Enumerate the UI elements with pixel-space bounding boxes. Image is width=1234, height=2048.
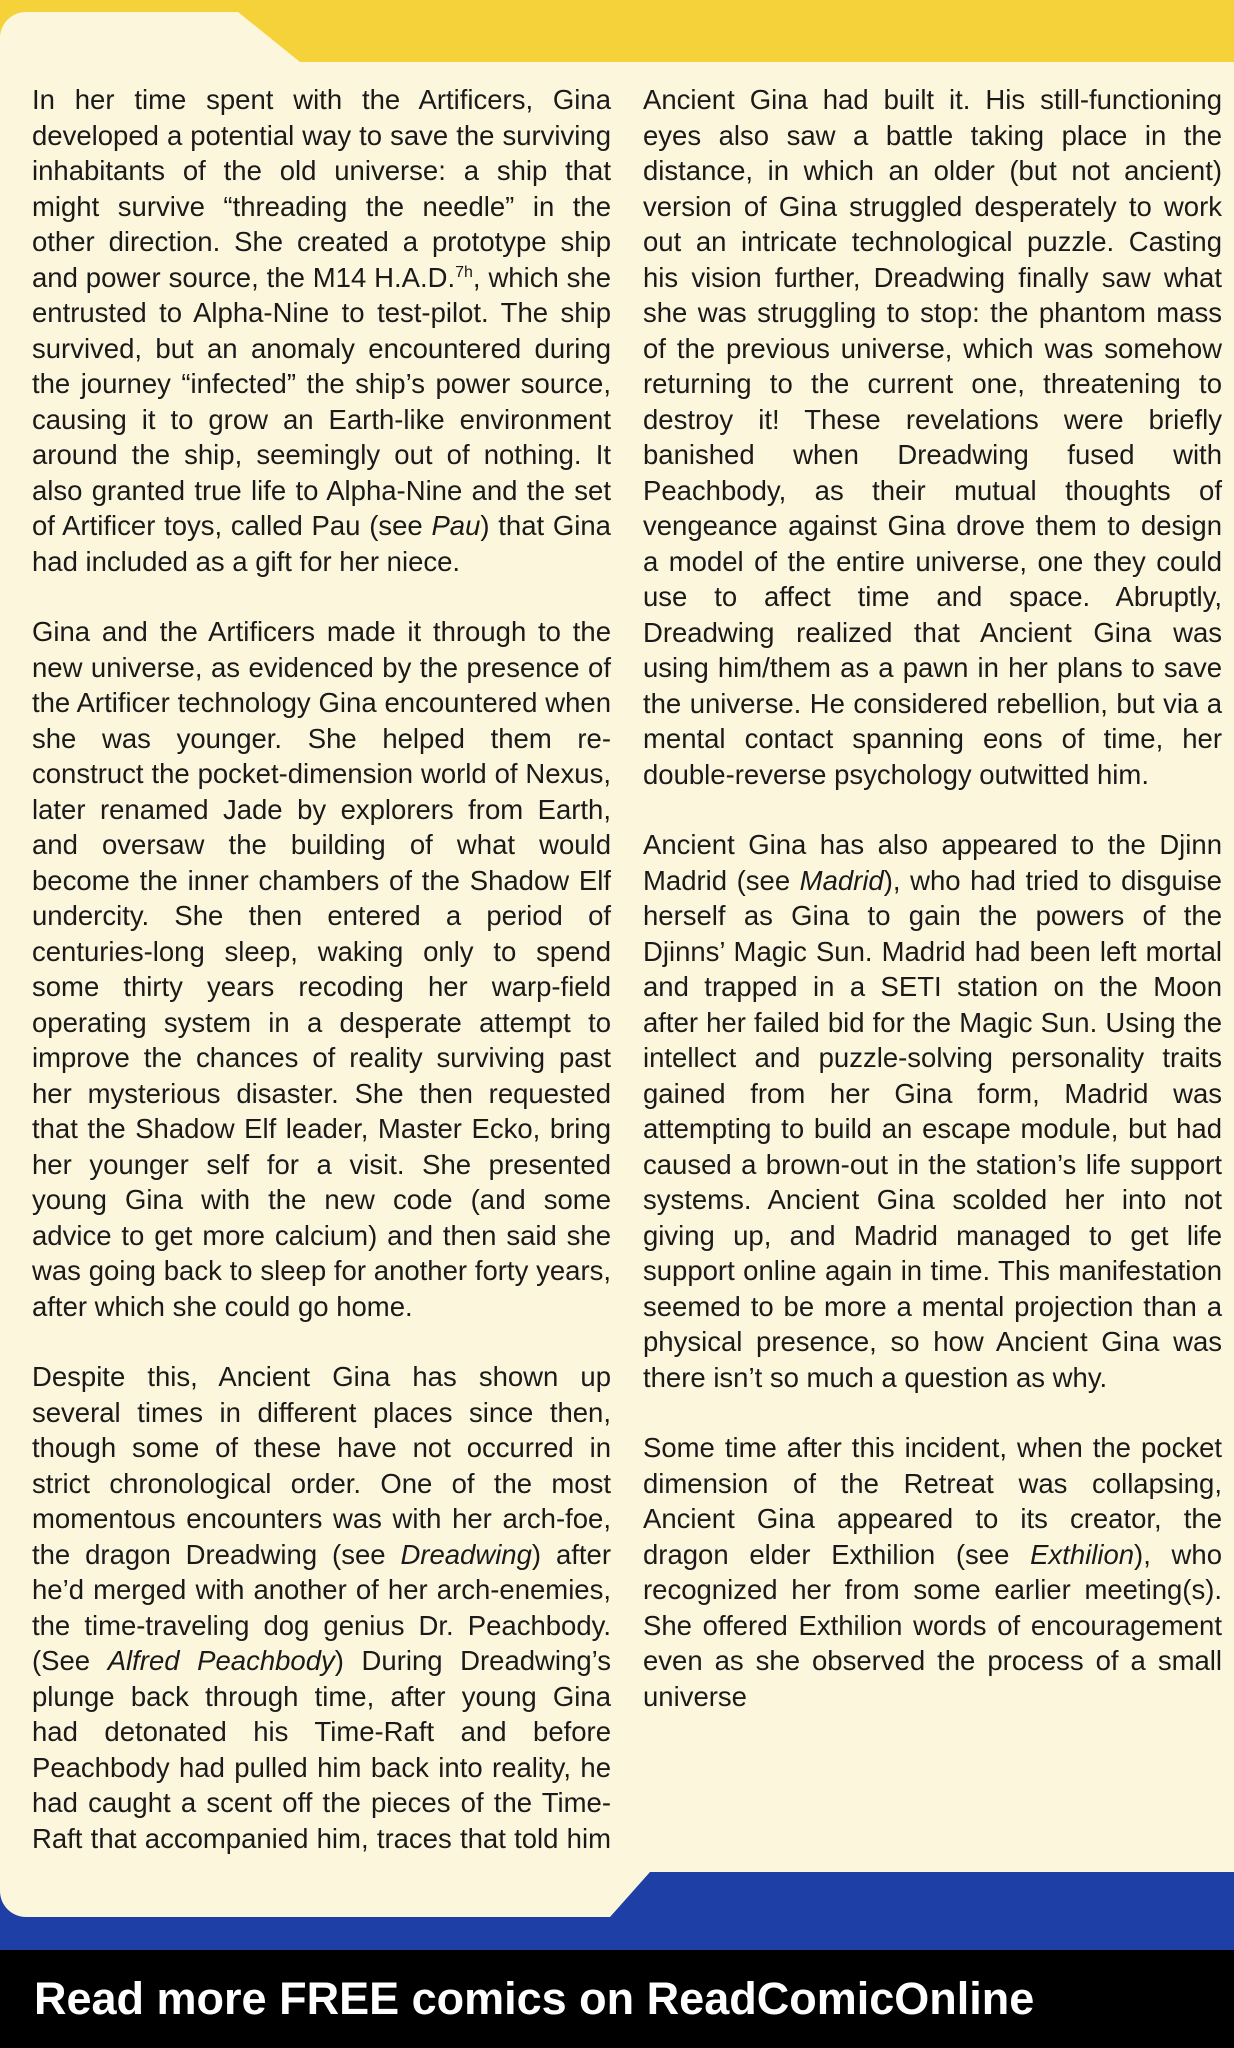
text-run: ) after he’d merged with another of her arch-enemies, the time-traveling dog genius Dr. Peachbody. (See — [32, 1538, 611, 1676]
superscript: 7h — [455, 263, 473, 281]
paragraph-1 — [32, 82, 611, 579]
text-run: ), who had tried to disguise herself as Gina to gain the powers of the Djinns’ Magic Sun. Madrid had been left mortal and trapped in a SETI station on the Moon after her failed bid for the Magic Sun. Using the intellect and puzzle-solving personality traits gained from her Gina form, Madrid was attempting to build an escape module, but had caused a brown-out in the station’s life support systems. Ancient Gina scolded her into not giving up, and Madrid managed to get life support online again in time. This manifestation seemed to be more a mental projection than a physical presence, so how Ancient Gina was there isn’t so much a question as why. — [643, 864, 1222, 1393]
text-run: Some time after this incident, when the pocket dimension of the Retreat was collapsing, Ancient Gina appeared to its creator, the dragon elder Exthilion (see — [643, 1432, 1222, 1570]
cross-reference: Pau — [431, 510, 481, 541]
cross-reference: Alfred Peachbody — [107, 1645, 335, 1676]
text-run: In her time spent with the Artificers, Gina developed a potential way to save the surviving inhabitants of the old universe: a ship that might survive “threading the needle” in the other direction. She created a prototype ship and power source, the M14 H.A.D. — [32, 84, 611, 293]
paragraph-4 — [643, 827, 1222, 1395]
text-run: ), who recognized her from some earlier meeting(s). She offered Exthilion words of encouragement even as she observed the process of a small universe — [643, 1538, 1223, 1712]
text-run: ) During Dreadwing’s plunge back through time, after young Gina had detonated his Time-Raft and before Peachbody had pulled him back into reality, he had caught a scent off the pieces of the Time-Raft that accompanied him, traces that told him Ancient Gina had built it. His still-functioning eyes also saw a battle taking place in the distance, in which an older (but not ancient) version of Gina struggled desperately to work out an intricate technological puzzle. Casting his vision further, Dreadwing finally saw what she was struggling to stop: the phantom mass of the previous universe, which was somehow returning to the current one, threatening to destroy it! These revelations were briefly banished when Dreadwing fused with Peachbody, as their mutual thoughts of vengeance against Gina drove them to design a model of the entire universe, one they could use to affect time and space. Abruptly, Dreadwing realized that Ancient Gina was using him/them as a pawn in her plans to save the universe. He considered rebellion, but via a mental contact spanning eons of time, her double-reverse psychology outwitted him. — [32, 84, 1222, 1854]
text-run: ) that Gina had included as a gift for her niece. — [32, 510, 611, 577]
text-run: Despite this, Ancient Gina has shown up several times in different places since then, though some of these have not occurred in strict chronological order. One of the most momentous encounters was with her arch-foe, the dragon Dreadwing (see — [32, 1361, 611, 1570]
article-body — [32, 82, 1222, 1872]
text-run: Ancient Gina has also appeared to the Djinn Madrid (see — [643, 829, 1222, 896]
paragraph-2: Gina and the Artificers made it through to the new universe, as evidenced by the presence of the Artificer technology Gina encountered when she was younger. She helped them re-construct the pocket-dimension world of Nexus, later renamed Jade by explorers from Earth, and oversaw the building of what would become the inner chambers of the Shadow Elf undercity. She then entered a period of centuries-long sleep, waking only to spend some thirty years recoding her warp-field operating system in a desperate attempt to improve the chances of reality surviving past her mysterious disaster. She then requested that the Shadow Elf leader, Master Ecko, bring her younger self for a visit. She presented young Gina with the new code (and some advice to get more calcium) and then said she was going back to sleep for another forty years, after which she could go home. — [32, 616, 611, 1322]
cross-reference: Exthilion — [1030, 1538, 1135, 1570]
cross-reference: Dreadwing — [400, 1538, 532, 1570]
paragraph-5 — [643, 1430, 1222, 1714]
text-run: , which she entrusted to Alpha-Nine to test-pilot. The ship survived, but an anomaly encountered during the journey “infected” the ship’s power source, causing it to grow an Earth-like environment around the ship, seemingly out of nothing. It also granted true life to Alpha-Nine and the set of Artificer toys, called Pau (see — [32, 261, 611, 541]
footer-banner-text[interactable]: Read more FREE comics on ReadComicOnline — [34, 1973, 1035, 2024]
cross-reference: Madrid — [799, 864, 884, 896]
footer-banner[interactable] — [0, 1950, 1234, 2048]
